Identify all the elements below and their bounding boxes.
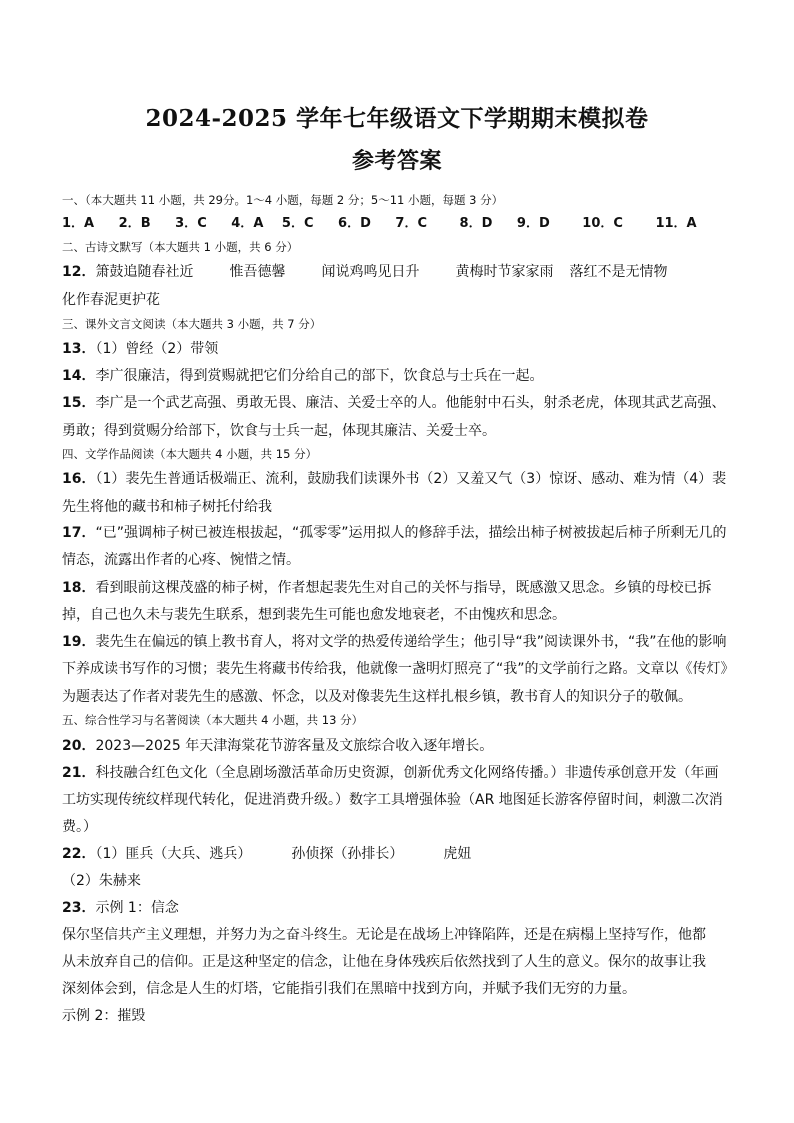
q13-answer: 13．（1）曾经（2）带领 bbox=[62, 341, 219, 357]
q15-answer-line2: 勇敢；得到赏赐分给部下，饮食与士兵一起，体现其廉洁、关爱士卒。 bbox=[62, 423, 496, 439]
multiple-choice-answers bbox=[62, 212, 742, 231]
page-title: 2024-2025 学年七年级语文下学期期末模拟卷 bbox=[145, 105, 649, 132]
mc-item: 9．D bbox=[516, 216, 550, 231]
q12-answers-line2: 化作春泥更护花 bbox=[62, 292, 160, 308]
q19-answer-line1: 19．裴先生在偏远的镇上教书育人，将对文学的热爱传递给学生；他引导“我”阅读课外书，“我”在他的影响 bbox=[62, 634, 727, 650]
q14-answer: 14．李广很廉洁，得到赏赐就把它们分给自己的部下，饮食总与士兵在一起。 bbox=[62, 368, 544, 384]
q16-answer-line1: 16．（1）裴先生普通话极端正、流利，鼓励我们读课外书（2）又羞又气（3）惊讶、感动、难为情（4）裴 bbox=[62, 471, 727, 487]
mc-item: 2．B bbox=[118, 216, 151, 231]
section-heading-2: 二、古诗文默写（本大题共 1 小题，共 6 分） bbox=[62, 240, 299, 254]
q16-answer-line2: 先生将他的藏书和柿子树托付给我 bbox=[62, 499, 272, 515]
q12-answers-line1: 12．箫鼓追随春社近 惟吾德馨 闻说鸡鸣见日升 黄梅时节家家雨 落红不是无情物 bbox=[62, 264, 668, 280]
section-heading-4: 四、文学作品阅读（本大题共 4 小题，共 15 分） bbox=[62, 447, 318, 461]
mc-item: 10．C bbox=[582, 216, 623, 231]
q17-answer-line2: 情态，流露出作者的心疼、惋惜之情。 bbox=[62, 552, 300, 568]
mc-item: 1．A bbox=[62, 216, 95, 231]
q21-answer-line2: 工坊实现传统纹样现代转化，促进消费升级。）数字工具增强体验（AR 地图延长游客停留时间，刺激二次消 bbox=[62, 792, 723, 808]
q23-example1-line1: 保尔坚信共产主义理想，并努力为之奋斗终生。无论是在战场上冲锋陷阵，还是在病榻上坚持写作，他都 bbox=[62, 927, 706, 943]
q23-example1-line2: 从未放弃自己的信仰。正是这种坚定的信念，让他在身体残疾后依然找到了人生的意义。保尔的故事让我 bbox=[62, 954, 706, 970]
mc-item: 8．D bbox=[459, 216, 493, 231]
q17-answer-line1: 17．“已”强调柿子树已被连根拔起，“孤零零”运用拟人的修辞手法，描绘出柿子树被拔起后柿子所剩无几的 bbox=[62, 525, 727, 541]
mc-item: 4．A bbox=[231, 216, 264, 231]
section-heading-3: 三、课外文言文阅读（本大题共 3 小题，共 7 分） bbox=[62, 317, 322, 331]
mc-item: 11．A bbox=[655, 216, 697, 231]
q20-answer: 20．2023—2025 年天津海棠花节游客量及文旅综合收入逐年增长。 bbox=[62, 738, 494, 754]
q19-answer-line2: 下养成读书写作的习惯；裴先生将藏书传给我，他就像一盏明灯照亮了“我”的文学前行之路。文章以《传灯》 bbox=[62, 661, 735, 677]
q23-example1-heading: 23．示例 1：信念 bbox=[62, 900, 179, 916]
q23-example2-heading: 示例 2：摧毁 bbox=[62, 1008, 146, 1024]
q23-example1-line3: 深刻体会到，信念是人生的灯塔，它能指引我们在黑暗中找到方向，并赋予我们无穷的力量。 bbox=[62, 981, 636, 997]
section-heading-1: 一、（本大题共 11 小题，共 29分。1～4 小题，每题 2 分；5～11 小题，每题 3 分） bbox=[62, 193, 504, 207]
mc-item: 6．D bbox=[338, 216, 371, 231]
page-subtitle: 参考答案 bbox=[351, 148, 442, 174]
q15-answer-line1: 15．李广是一个武艺高强、勇敢无畏、廉洁、关爱士卒的人。他能射中石头，射杀老虎，体现其武艺高强、 bbox=[62, 395, 726, 411]
mc-item: 3．C bbox=[175, 216, 207, 231]
q18-answer-line2: 掉，自己也久未与裴先生联系，想到裴先生可能也愈发地衰老，不由愧疚和思念。 bbox=[62, 607, 566, 623]
q18-answer-line1: 18．看到眼前这棵茂盛的柿子树，作者想起裴先生对自己的关怀与指导，既感激又思念。乡镇的母校已拆 bbox=[62, 580, 712, 596]
q19-answer-line3: 为题表达了作者对裴先生的感激、怀念，以及对像裴先生这样扎根乡镇，教书育人的知识分子的敬佩。 bbox=[62, 689, 692, 705]
mc-item: 5．C bbox=[281, 216, 314, 231]
mc-item: 7．C bbox=[395, 216, 427, 231]
q22-answer-line1: 22．（1）匪兵（大兵、逃兵） 孙侦探（孙排长） 虎妞 bbox=[62, 846, 472, 862]
q22-answer-line2: （2）朱赫来 bbox=[62, 873, 141, 889]
q21-answer-line3: 费。） bbox=[62, 819, 97, 835]
section-heading-5: 五、综合性学习与名著阅读（本大题共 4 小题，共 13 分） bbox=[62, 713, 364, 727]
q21-answer-line1: 21．科技融合红色文化（全息剧场激活革命历史资源，创新优秀文化网络传播。）非遗传承创意开发（年画 bbox=[62, 765, 719, 781]
